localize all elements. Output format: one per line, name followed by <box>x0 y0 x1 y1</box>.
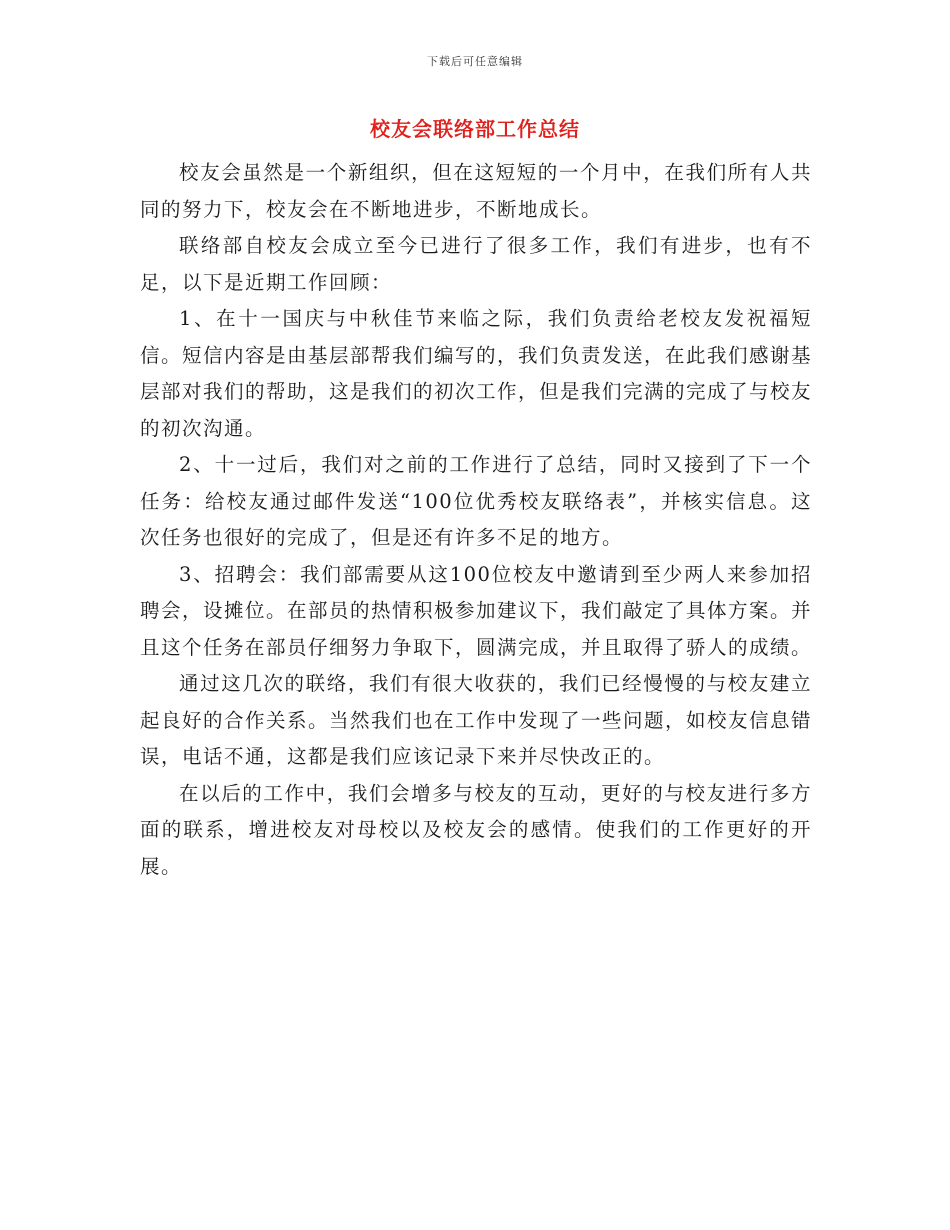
paragraph: 1、在十一国庆与中秋佳节来临之际，我们负责给老校友发祝福短信。短信内容是由基层部帮我们编写的，我们负责发送，在此我们感谢基层部对我们的帮助，这是我们的初次工作，但是我们完满的完成了与校友的初次沟通。 <box>140 307 813 440</box>
document-body <box>140 155 812 885</box>
document-title: 校友会联络部工作总结 <box>370 117 580 141</box>
paragraph: 校友会虽然是一个新组织，但在这短短的一个月中，在我们所有人共同的努力下，校友会在不断地进步，不断地成长。 <box>140 161 812 221</box>
paragraph: 在以后的工作中，我们会增多与校友的互动，更好的与校友进行多方面的联系，增进校友对母校以及校友会的感情。使我们的工作更好的开展。 <box>140 781 812 878</box>
paragraph: 3、招聘会：我们部需要从这100位校友中邀请到至少两人来参加招聘会，设摊位。在部员的热情积极参加建议下，我们敲定了具体方案。并且这个任务在部员仔细努力争取下，圆满完成，并且取得了骄人的成绩。 <box>140 562 813 659</box>
paragraph: 通过这几次的联络，我们有很大收获的，我们已经慢慢的与校友建立起良好的合作关系。当然我们也在工作中发现了一些问题，如校友信息错误，电话不通，这都是我们应该记录下来并尽快改正的。 <box>140 672 813 768</box>
paragraph: 联络部自校友会成立至今已进行了很多工作，我们有进步，也有不足，以下是近期工作回顾： <box>140 234 812 294</box>
header-note: 下载后可任意编辑 <box>427 55 523 68</box>
paragraph: 2、十一过后，我们对之前的工作进行了总结，同时又接到了下一个任务：给校友通过邮件发送“100位优秀校友联络表”，并核实信息。这次任务也很好的完成了，但是还有许多不足的地方。 <box>140 453 812 549</box>
